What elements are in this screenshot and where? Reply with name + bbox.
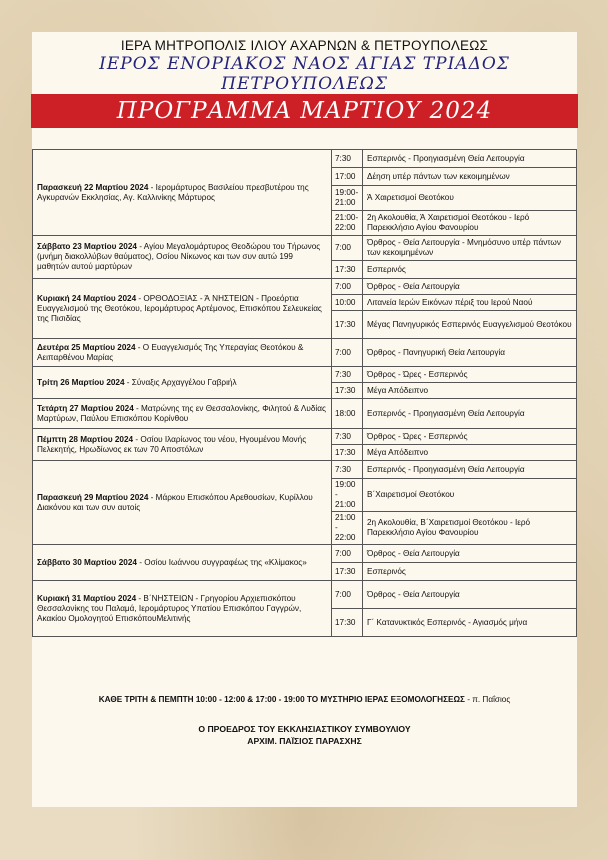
day-commemoration: - Σύναξις Αρχαγγέλου Γαβριήλ (124, 377, 237, 387)
service-description: Δέηση υπέρ πάντων των κεκοιμημένων (363, 168, 577, 186)
service-description: Μέγα Απόδειπνο (363, 383, 577, 399)
service-time: 7:00 (332, 339, 363, 367)
service-description: Εσπερινός (363, 563, 577, 581)
day-cell (33, 367, 332, 399)
day-commemoration: - ΟΡΘΟΔΟΞΙΑΣ - Ά ΝΗΣΤΕΙΩΝ - Προεόρτια Ευαγγελισμού της Θεοτόκου, Ιερομάρτυρος Αρτέμονος, Επισκόπου Σελευκείας της Πισιδίας (37, 293, 322, 323)
day-date: Παρασκευή 22 Μαρτίου 2024 (37, 182, 149, 192)
service-description: Μέγας Πανηγυρικός Εσπερινός Ευαγγελισμού Θεοτόκου (363, 311, 577, 339)
service-description: Όρθρος - Θεία Λειτουργία (363, 279, 577, 295)
day-commemoration: - Ματρώνης της εν Θεσσαλονίκης, Φιλητού & Λυδίας Μαρτύρων, Παύλου Επισκόπου Κορίνθου (37, 403, 326, 423)
schedule-row (33, 461, 577, 479)
service-time: 17:30 (332, 563, 363, 581)
service-time: 7:30 (332, 461, 363, 479)
day-cell (33, 461, 332, 545)
signature-block (32, 723, 577, 747)
service-time: 7:00 (332, 581, 363, 609)
day-cell (33, 399, 332, 429)
service-description: Όρθρος - Ώρες - Εσπερινός (363, 367, 577, 383)
schedule-row (33, 339, 577, 367)
service-time: 17:30 (332, 445, 363, 461)
parish-title: ΙΕΡΟΣ ΕΝΟΡΙΑΚΟΣ ΝΑΟΣ ΑΓΙΑΣ ΤΡΙΑΔΟΣ ΠΕΤΡΟΥΠΟΛΕΩΣ (99, 54, 510, 94)
schedule-table (32, 149, 577, 637)
service-time: 7:30 (332, 429, 363, 445)
day-date: Σάββατο 30 Μαρτίου 2024 (37, 557, 137, 567)
day-commemoration: - Β΄ΝΗΣΤΕΙΩΝ - Γρηγορίου Αρχιεπισκόπου Θεσσαλονίκης του Παλαμά, Ιερομάρτυρος Υπατίου Επισκόπου Γαγγρών, Ακακίου Ομολογητού ΕπισκόπουΜελιτινής (37, 593, 302, 623)
service-time: 19:00 - 21:00 (332, 479, 363, 512)
program-banner: ΠΡΟΓΡΑΜΜΑ ΜΑΡΤΙΟΥ 2024 (31, 94, 578, 128)
schedule-row (33, 367, 577, 383)
metropolis-title: ΙΕΡΑ ΜΗΤΡΟΠΟΛΙΣ ΙΛΙΟΥ ΑΧΑΡΝΩΝ & ΠΕΤΡΟΥΠΟΛΕΩΣ (120, 38, 489, 53)
service-time: 17:30 (332, 383, 363, 399)
service-description: Β΄Χαιρετισμοί Θεοτόκου (363, 479, 577, 512)
day-date: Κυριακή 31 Μαρτίου 2024 (37, 593, 137, 603)
confession-note (32, 695, 577, 704)
day-commemoration: - Οσίου Ιωάννου συγγραφέως της «Κλίμακος» (136, 557, 307, 567)
service-time: 7:00 (332, 236, 363, 261)
day-date: Παρασκευή 29 Μαρτίου 2024 (37, 492, 149, 502)
schedule-row (33, 545, 577, 563)
schedule-row (33, 236, 577, 261)
poster-panel (32, 32, 577, 807)
service-time: 18:00 (332, 399, 363, 429)
day-commemoration: - Αγίου Μεγαλομάρτυρος Θεοδώρου του Τήρωνος (μνήμη διακολλύβων θαύματος), Οσίου Νίκωνος και των συν αυτώ 199 μαθητών αυτού μαρτύρων (37, 242, 321, 271)
day-commemoration: - Ιερομάρτυρος Βασιλείου πρεσβυτέρου της Αγκυρανών Εκκλησίας, Αγ. Καλλινίκης Μάρτυρος (37, 182, 309, 202)
service-time: 7:30 (332, 367, 363, 383)
service-time: 10:00 (332, 295, 363, 311)
service-description: Όρθρος - Ώρες - Εσπερινός (363, 429, 577, 445)
service-description: Μέγα Απόδειπνο (363, 445, 577, 461)
schedule-row (33, 399, 577, 429)
day-cell (33, 339, 332, 367)
service-time: 17:30 (332, 609, 363, 637)
service-time: 7:00 (332, 279, 363, 295)
schedule-row (33, 429, 577, 445)
service-description: Γ΄ Κατανυκτικός Εσπερινός - Αγιασμός μήνα (363, 609, 577, 637)
day-cell (33, 545, 332, 581)
service-time: 21:00-22:00 (332, 211, 363, 236)
day-date: Τετάρτη 27 Μαρτίου 2024 (37, 403, 134, 413)
day-date: Σάββατο 23 Μαρτίου 2024 (37, 242, 137, 251)
service-description: Όρθρος - Πανηγυρική Θεία Λειτουργία (363, 339, 577, 367)
service-description: Όρθρος - Θεία Λειτουργία (363, 581, 577, 609)
day-date: Δευτέρα 25 Μαρτίου 2024 (37, 342, 136, 352)
day-commemoration: - Μάρκου Επισκόπου Αρεθουσίων, Κυρίλλου Διακόνου και των συν αυτοίς (37, 492, 313, 512)
day-cell (33, 429, 332, 461)
service-description: 2η Ακολουθία, Ά Χαιρετισμοί Θεοτόκου - Ιερό Παρεκκλήσιο Αγίου Φανουρίου (363, 211, 577, 236)
day-date: Τρίτη 26 Μαρτίου 2024 (37, 377, 125, 387)
service-time: 7:30 (332, 150, 363, 168)
day-cell (33, 236, 332, 279)
day-cell (33, 279, 332, 339)
service-description: Εσπερινός - Προηγιασμένη Θεία Λειτουργία (363, 399, 577, 429)
signature-title: Ο ΠΡΟΕΔΡΟΣ ΤΟΥ ΕΚΚΛΗΣΙΑΣΤΙΚΟΥ ΣΥΜΒΟΥΛΙΟΥ (198, 724, 411, 734)
service-description: Όρθρος - Θεία Λειτουργία (363, 545, 577, 563)
service-time: 21:00 - 22:00 (332, 512, 363, 545)
day-cell (33, 150, 332, 236)
service-description: Εσπερινός (363, 261, 577, 279)
service-description: Όρθρος - Θεία Λειτουργία - Μνημόσυνο υπέρ πάντων των κεκοιμημένων (363, 236, 577, 261)
day-date: Κυριακή 24 Μαρτίου 2024 (37, 293, 137, 303)
service-time: 17:00 (332, 168, 363, 186)
service-time: 17:30 (332, 311, 363, 339)
service-description: 2η Ακολουθία, Β΄Χαιρετισμοί Θεοτόκου - Ιερό Παρεκκλήσιο Αγίου Φανουρίου (363, 512, 577, 545)
schedule-row (33, 581, 577, 609)
schedule-row (33, 279, 577, 295)
day-commemoration: - Οσίου Ιλαρίωνος του νέου, Ηγουμένου Μονής Πελεκητής, Ηρωδίωνος εκ των 70 Αποστόλων (37, 434, 307, 454)
service-description: Εσπερινός - Προηγιασμένη Θεία Λειτουργία (363, 461, 577, 479)
service-description: Ά Χαιρετισμοί Θεοτόκου (363, 186, 577, 211)
service-description: Λιτανεία Ιερών Εικόνων πέριξ του Ιερού Ναού (363, 295, 577, 311)
confession-priest: - π. Παΐσιος (464, 695, 511, 704)
service-time: 7:00 (332, 545, 363, 563)
day-commemoration: - Ο Ευαγγελισμός Της Υπεραγίας Θεοτόκου & Αειπαρθένου Μαρίας (37, 342, 304, 362)
confession-schedule: ΚΑΘΕ ΤΡΙΤΗ & ΠΕΜΠΤΗ 10:00 - 12:00 & 17:00 - 19:00 ΤΟ ΜΥΣΤΗΡΙΟ ΙΕΡΑΣ ΕΞΟΜΟΛΟΓΗΣΕΩΣ (98, 695, 465, 704)
service-time: 17:30 (332, 261, 363, 279)
schedule-row (33, 150, 577, 168)
signature-name: ΑΡΧΙΜ. ΠΑΪΣΙΟΣ ΠΑΡΑΣΧΗΣ (247, 736, 362, 746)
day-cell (33, 581, 332, 637)
day-date: Πέμπτη 28 Μαρτίου 2024 (37, 434, 134, 444)
service-time: 19:00-21:00 (332, 186, 363, 211)
service-description: Εσπερινός - Προηγιασμένη Θεία Λειτουργία (363, 150, 577, 168)
